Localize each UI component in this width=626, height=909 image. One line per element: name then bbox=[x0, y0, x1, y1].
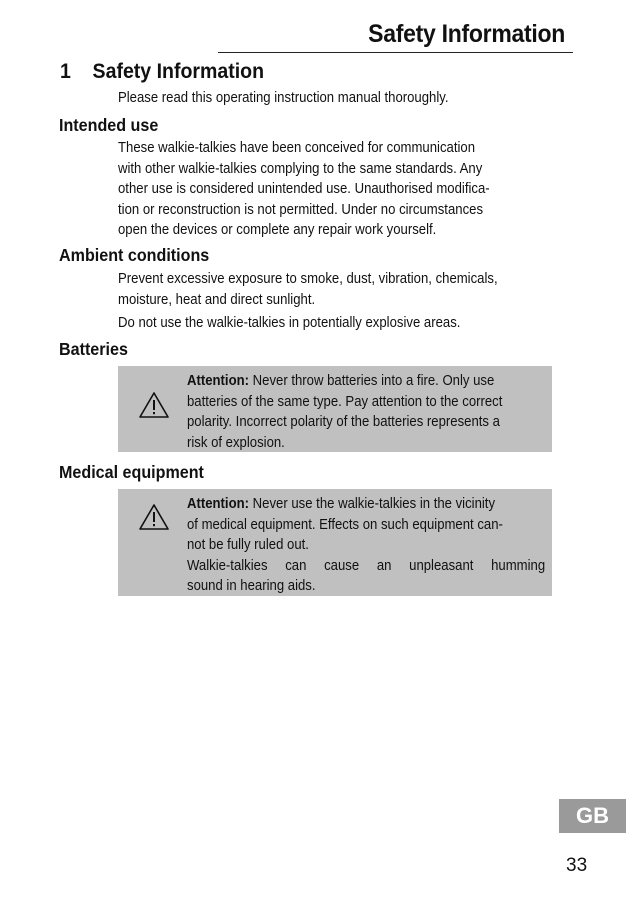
paragraph-line: These walkie-talkies have been conceived for communication bbox=[118, 140, 476, 156]
warning-line bbox=[187, 494, 516, 515]
word: cause bbox=[324, 557, 360, 574]
word: unpleasant bbox=[409, 557, 474, 574]
paragraph-line: open the devices or complete any repair work yourself. bbox=[118, 222, 437, 239]
batteries-warning-box bbox=[118, 366, 552, 452]
word: an bbox=[376, 557, 392, 574]
page-header-title: Safety Information bbox=[368, 20, 565, 48]
paragraph-line: with other walkie-talkies complying to the same standards. Any bbox=[118, 160, 483, 177]
intro-line: Please read this operating instruction manual thoroughly. bbox=[118, 90, 449, 106]
ambient-conditions-heading: Ambient conditions bbox=[59, 245, 210, 265]
intro-paragraph bbox=[118, 88, 556, 109]
word: can bbox=[285, 557, 307, 574]
intended-use-heading: Intended use bbox=[59, 115, 159, 135]
chapter-title-text: Safety Information bbox=[92, 60, 265, 83]
paragraph-line: Do not use the walkie-talkies in potentially explosive areas. bbox=[118, 315, 461, 332]
warning-line-rest: Never throw batteries into a fire. Only use bbox=[249, 373, 495, 389]
word: humming bbox=[491, 557, 546, 574]
medical-equipment-heading: Medical equipment bbox=[59, 462, 204, 482]
page-header bbox=[218, 18, 573, 53]
warning-line bbox=[187, 371, 516, 392]
word: Walkie-talkies bbox=[187, 557, 268, 574]
warning-line-rest: Never use the walkie-talkies in the vicinity bbox=[249, 496, 496, 512]
paragraph-line: moisture, heat and direct sunlight. bbox=[118, 291, 316, 308]
paragraph-line: Prevent excessive exposure to smoke, dust, vibration, chemicals, bbox=[118, 271, 498, 287]
attention-label: Attention: bbox=[187, 373, 250, 389]
warning-line: polarity. Incorrect polarity of the batteries represents a bbox=[187, 414, 500, 431]
language-tab: GB bbox=[559, 799, 626, 833]
ambient-conditions-paragraph bbox=[118, 269, 556, 334]
warning-line: risk of explosion. bbox=[187, 434, 285, 451]
chapter-number: 1 bbox=[60, 60, 71, 83]
warning-line: of medical equipment. Effects on such equipment can- bbox=[187, 516, 503, 533]
intended-use-paragraph bbox=[118, 138, 556, 241]
warning-line: not be fully ruled out. bbox=[187, 537, 309, 554]
attention-label: Attention: bbox=[187, 496, 250, 512]
batteries-warning-text bbox=[187, 371, 552, 453]
warning-line: sound in hearing aids. bbox=[187, 578, 316, 595]
paragraph-line: other use is considered unintended use. Unauthorised modifica- bbox=[118, 181, 490, 198]
medical-warning-box bbox=[118, 489, 552, 596]
justified-warning-line bbox=[187, 556, 545, 577]
page-number: 33 bbox=[566, 855, 588, 876]
warning-triangle-icon bbox=[138, 391, 170, 419]
paragraph-line: tion or reconstruction is not permitted. Under no circumstances bbox=[118, 201, 484, 218]
warning-line: batteries of the same type. Pay attention to the correct bbox=[187, 393, 503, 410]
chapter-title bbox=[60, 60, 264, 84]
warning-triangle-icon bbox=[138, 503, 170, 531]
batteries-heading: Batteries bbox=[59, 339, 128, 359]
medical-warning-text bbox=[187, 494, 552, 597]
